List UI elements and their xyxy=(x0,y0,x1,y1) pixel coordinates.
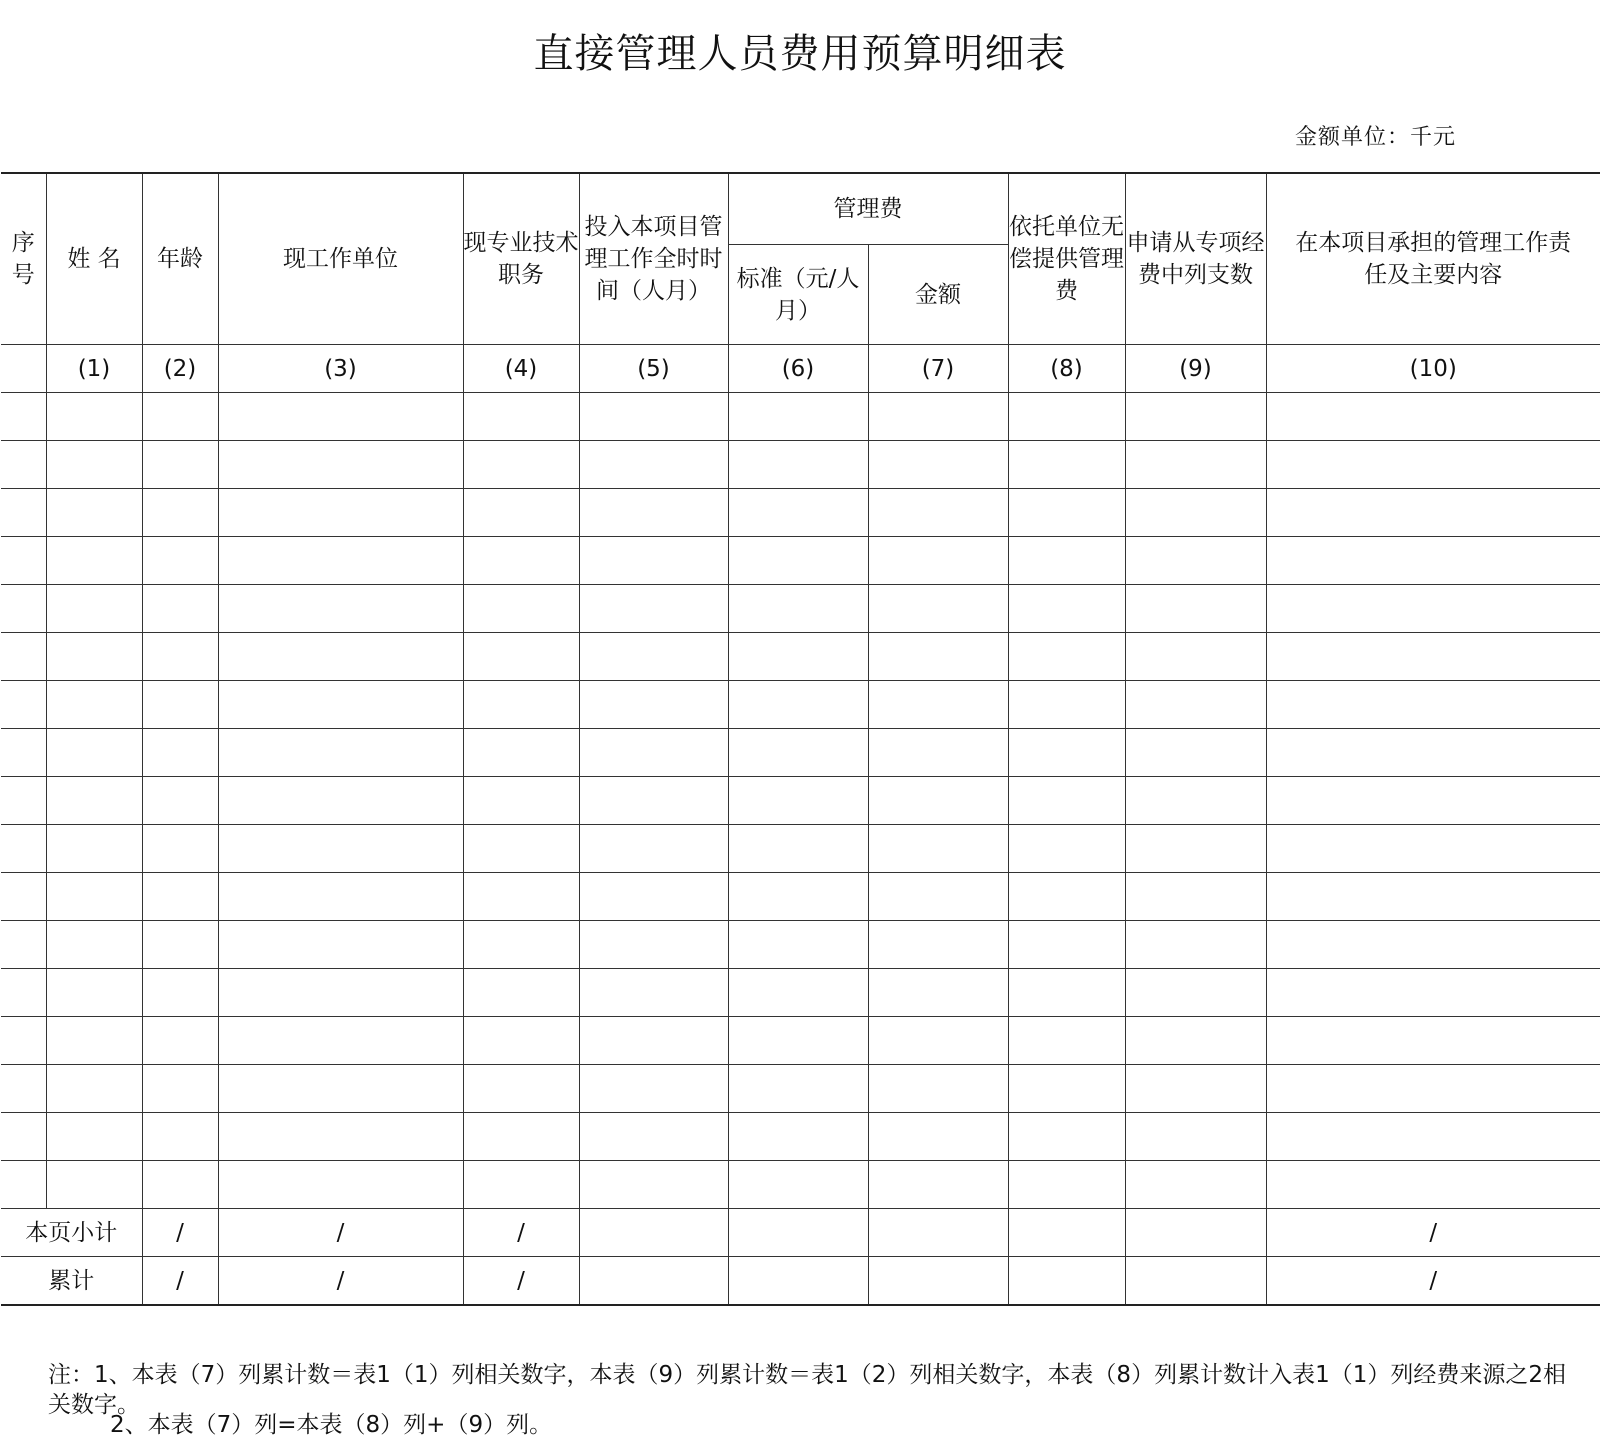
table-cell[interactable] xyxy=(1,873,46,921)
index-cell: (7) xyxy=(868,345,1008,393)
index-cell: (9) xyxy=(1125,345,1266,393)
table-cell[interactable] xyxy=(218,873,463,921)
table-cell[interactable] xyxy=(1266,681,1600,729)
table-cell[interactable] xyxy=(142,585,218,633)
table-cell[interactable] xyxy=(218,489,463,537)
table-cell[interactable] xyxy=(868,393,1008,441)
table-cell[interactable] xyxy=(728,873,868,921)
table-cell[interactable] xyxy=(1266,921,1600,969)
table-cell[interactable] xyxy=(579,777,728,825)
total-cell[interactable] xyxy=(1125,1257,1266,1306)
header-full-time: 投入本项目管理工作全时时间（人月） xyxy=(579,173,728,345)
table-cell[interactable] xyxy=(46,1065,142,1113)
table-cell[interactable] xyxy=(1266,729,1600,777)
index-cell: (6) xyxy=(728,345,868,393)
table-cell[interactable] xyxy=(579,441,728,489)
table-cell[interactable] xyxy=(46,825,142,873)
table-row xyxy=(1,873,1600,921)
table-cell[interactable] xyxy=(579,633,728,681)
table-cell[interactable] xyxy=(218,825,463,873)
table-cell[interactable] xyxy=(868,873,1008,921)
header-work-unit: 现工作单位 xyxy=(218,173,463,345)
table-cell[interactable] xyxy=(579,489,728,537)
table-row xyxy=(1,921,1600,969)
subtotal-cell[interactable] xyxy=(1125,1209,1266,1257)
total-cell[interactable] xyxy=(1008,1257,1125,1306)
total-cell[interactable] xyxy=(868,1257,1008,1306)
table-cell[interactable] xyxy=(868,921,1008,969)
table-cell[interactable] xyxy=(1008,681,1125,729)
table-cell[interactable] xyxy=(1008,441,1125,489)
table-cell[interactable] xyxy=(1008,537,1125,585)
table-cell[interactable] xyxy=(728,969,868,1017)
table-cell[interactable] xyxy=(46,873,142,921)
note-2: 2、本表（7）列=本表（8）列+（9）列。 xyxy=(110,1412,553,1438)
note-1: 注：1、本表（7）列累计数＝表1（1）列相关数字，本表（9）列累计数＝表1（2）列相关数字，本表（8）列累计数计入表1（1）列经费来源之2相关数字。 xyxy=(48,1362,1566,1418)
header-professional-title: 现专业技术职务 xyxy=(463,173,579,345)
table-cell[interactable] xyxy=(1266,1161,1600,1209)
table-cell[interactable] xyxy=(463,921,579,969)
table-cell[interactable] xyxy=(1266,1113,1600,1161)
table-cell[interactable] xyxy=(463,1113,579,1161)
table-cell[interactable] xyxy=(218,537,463,585)
table-cell[interactable] xyxy=(218,1113,463,1161)
header-management-fee: 管理费 xyxy=(728,173,1008,245)
table-cell[interactable] xyxy=(1125,393,1266,441)
table-cell[interactable] xyxy=(1266,873,1600,921)
table-cell[interactable] xyxy=(142,681,218,729)
table-cell[interactable] xyxy=(1266,441,1600,489)
table-cell[interactable] xyxy=(1008,585,1125,633)
header-age: 年龄 xyxy=(142,173,218,345)
table-cell[interactable] xyxy=(46,777,142,825)
total-row xyxy=(1,1257,1600,1306)
table-cell[interactable] xyxy=(868,1113,1008,1161)
header-duty: 在本项目承担的管理工作责任及主要内容 xyxy=(1266,173,1600,345)
table-cell[interactable] xyxy=(1266,537,1600,585)
table-cell[interactable] xyxy=(1125,1161,1266,1209)
table-cell[interactable] xyxy=(1,489,46,537)
table-cell[interactable] xyxy=(1266,393,1600,441)
table-cell[interactable] xyxy=(46,537,142,585)
table-cell[interactable] xyxy=(1008,1113,1125,1161)
table-cell[interactable] xyxy=(868,1161,1008,1209)
table-cell[interactable] xyxy=(1,1017,46,1065)
table-cell[interactable] xyxy=(728,441,868,489)
table-cell[interactable] xyxy=(46,1017,142,1065)
index-cell: (3) xyxy=(218,345,463,393)
table-cell[interactable] xyxy=(728,585,868,633)
table-cell[interactable] xyxy=(463,681,579,729)
index-cell: (5) xyxy=(579,345,728,393)
slash-cell: / xyxy=(1266,1257,1600,1306)
table-cell[interactable] xyxy=(218,777,463,825)
table-row xyxy=(1,1161,1600,1209)
table-cell[interactable] xyxy=(218,441,463,489)
table-cell[interactable] xyxy=(1008,969,1125,1017)
table-cell[interactable] xyxy=(728,729,868,777)
table-cell[interactable] xyxy=(1,393,46,441)
index-row xyxy=(1,345,1600,393)
table-cell[interactable] xyxy=(1266,489,1600,537)
table-cell[interactable] xyxy=(1,633,46,681)
table-cell[interactable] xyxy=(142,1065,218,1113)
table-cell[interactable] xyxy=(142,441,218,489)
header-name: 姓 名 xyxy=(46,173,142,345)
table-cell[interactable] xyxy=(463,585,579,633)
header-fee-amount: 金额 xyxy=(868,245,1008,345)
table-cell[interactable] xyxy=(1,777,46,825)
table-cell[interactable] xyxy=(728,921,868,969)
table-cell[interactable] xyxy=(868,969,1008,1017)
slash-cell: / xyxy=(463,1209,579,1257)
table-row xyxy=(1,729,1600,777)
table-cell[interactable] xyxy=(1125,1017,1266,1065)
table-cell[interactable] xyxy=(463,969,579,1017)
table-cell[interactable] xyxy=(142,873,218,921)
index-cell: (1) xyxy=(46,345,142,393)
table-cell[interactable] xyxy=(728,1113,868,1161)
table-cell[interactable] xyxy=(463,777,579,825)
table-cell[interactable] xyxy=(142,1113,218,1161)
table-cell[interactable] xyxy=(1125,585,1266,633)
total-label: 累计 xyxy=(1,1257,142,1306)
table-cell[interactable] xyxy=(1125,489,1266,537)
table-cell[interactable] xyxy=(579,1017,728,1065)
table-cell[interactable] xyxy=(463,873,579,921)
table-cell[interactable] xyxy=(728,777,868,825)
table-cell[interactable] xyxy=(1,921,46,969)
table-cell[interactable] xyxy=(579,1113,728,1161)
table-cell[interactable] xyxy=(1,681,46,729)
subtotal-cell[interactable] xyxy=(728,1209,868,1257)
table-cell[interactable] xyxy=(1266,633,1600,681)
table-cell[interactable] xyxy=(1,1161,46,1209)
table-cell[interactable] xyxy=(728,537,868,585)
table-cell[interactable] xyxy=(728,1161,868,1209)
table-row xyxy=(1,393,1600,441)
table-cell[interactable] xyxy=(463,441,579,489)
table-row xyxy=(1,489,1600,537)
table-cell[interactable] xyxy=(142,729,218,777)
table-row xyxy=(1,1017,1600,1065)
table-cell[interactable] xyxy=(463,825,579,873)
table-cell[interactable] xyxy=(1008,393,1125,441)
header-fee-standard: 标准（元/人月） xyxy=(728,245,868,345)
table-cell[interactable] xyxy=(218,729,463,777)
table-cell[interactable] xyxy=(218,1065,463,1113)
table-cell[interactable] xyxy=(46,489,142,537)
amount-unit-label: 金额单位：千元 xyxy=(1295,125,1457,150)
table-cell[interactable] xyxy=(1266,969,1600,1017)
subtotal-row xyxy=(1,1209,1600,1257)
table-cell[interactable] xyxy=(463,1065,579,1113)
table-cell[interactable] xyxy=(1008,873,1125,921)
table-cell[interactable] xyxy=(868,585,1008,633)
table-cell[interactable] xyxy=(1,1113,46,1161)
table-cell[interactable] xyxy=(868,633,1008,681)
table-cell[interactable] xyxy=(142,489,218,537)
index-cell: (2) xyxy=(142,345,218,393)
table-cell[interactable] xyxy=(1,585,46,633)
table-cell[interactable] xyxy=(579,969,728,1017)
table-cell[interactable] xyxy=(218,393,463,441)
table-cell[interactable] xyxy=(218,969,463,1017)
slash-cell: / xyxy=(218,1257,463,1306)
subtotal-cell[interactable] xyxy=(868,1209,1008,1257)
table-cell[interactable] xyxy=(868,441,1008,489)
index-cell: (10) xyxy=(1266,345,1600,393)
table-cell[interactable] xyxy=(46,969,142,1017)
table-cell[interactable] xyxy=(1125,873,1266,921)
table-cell[interactable] xyxy=(1,969,46,1017)
total-cell[interactable] xyxy=(728,1257,868,1306)
table-cell[interactable] xyxy=(46,441,142,489)
table-cell[interactable] xyxy=(463,393,579,441)
table-cell[interactable] xyxy=(142,969,218,1017)
table-cell[interactable] xyxy=(1266,825,1600,873)
header-free-fee: 依托单位无偿提供管理费 xyxy=(1008,173,1125,345)
table-cell[interactable] xyxy=(1,825,46,873)
notes xyxy=(48,1360,1568,1440)
page-title: 直接管理人员费用预算明细表 xyxy=(533,31,1067,77)
subtotal-cell[interactable] xyxy=(579,1209,728,1257)
table-cell[interactable] xyxy=(868,777,1008,825)
table-cell[interactable] xyxy=(46,729,142,777)
table-row xyxy=(1,441,1600,489)
table-cell[interactable] xyxy=(142,1017,218,1065)
table-cell[interactable] xyxy=(218,585,463,633)
table-cell[interactable] xyxy=(1125,969,1266,1017)
table-cell[interactable] xyxy=(1125,681,1266,729)
table-cell[interactable] xyxy=(463,1161,579,1209)
table-row xyxy=(1,681,1600,729)
table-cell[interactable] xyxy=(579,729,728,777)
table-cell[interactable] xyxy=(579,585,728,633)
table-cell[interactable] xyxy=(579,1065,728,1113)
total-cell[interactable] xyxy=(579,1257,728,1306)
table-row xyxy=(1,1113,1600,1161)
table-cell[interactable] xyxy=(1008,777,1125,825)
table-cell[interactable] xyxy=(868,1017,1008,1065)
table-cell[interactable] xyxy=(46,1161,142,1209)
table-row xyxy=(1,633,1600,681)
table-cell[interactable] xyxy=(1266,1065,1600,1113)
table-cell[interactable] xyxy=(728,681,868,729)
table-cell[interactable] xyxy=(142,633,218,681)
table-cell[interactable] xyxy=(868,729,1008,777)
table-cell[interactable] xyxy=(218,921,463,969)
table-cell[interactable] xyxy=(868,537,1008,585)
index-cell-empty xyxy=(1,345,46,393)
table-cell[interactable] xyxy=(579,921,728,969)
budget-table xyxy=(1,172,1600,1306)
table-cell[interactable] xyxy=(1125,1065,1266,1113)
index-cell: (8) xyxy=(1008,345,1125,393)
table-cell[interactable] xyxy=(218,633,463,681)
table-row xyxy=(1,537,1600,585)
table-cell[interactable] xyxy=(868,489,1008,537)
table-cell[interactable] xyxy=(579,393,728,441)
table-cell[interactable] xyxy=(142,537,218,585)
header-row-1 xyxy=(1,173,1600,245)
table-cell[interactable] xyxy=(1008,489,1125,537)
table-row xyxy=(1,825,1600,873)
table-cell[interactable] xyxy=(1125,1113,1266,1161)
table-cell[interactable] xyxy=(142,777,218,825)
slash-cell: / xyxy=(142,1257,218,1306)
table-cell[interactable] xyxy=(1125,441,1266,489)
table-cell[interactable] xyxy=(579,873,728,921)
table-cell[interactable] xyxy=(1266,585,1600,633)
table-cell[interactable] xyxy=(579,681,728,729)
table-cell[interactable] xyxy=(142,825,218,873)
table-cell[interactable] xyxy=(579,537,728,585)
table-row xyxy=(1,1065,1600,1113)
table-cell[interactable] xyxy=(46,393,142,441)
table-cell[interactable] xyxy=(46,1113,142,1161)
table-cell[interactable] xyxy=(728,825,868,873)
table-cell[interactable] xyxy=(46,633,142,681)
table-cell[interactable] xyxy=(1125,729,1266,777)
table-cell[interactable] xyxy=(1008,1017,1125,1065)
table-cell[interactable] xyxy=(579,825,728,873)
table-cell[interactable] xyxy=(728,489,868,537)
table-cell[interactable] xyxy=(218,681,463,729)
subtotal-label: 本页小计 xyxy=(1,1209,142,1257)
table-cell[interactable] xyxy=(463,633,579,681)
slash-cell: / xyxy=(218,1209,463,1257)
table-cell[interactable] xyxy=(1008,1065,1125,1113)
table-cell[interactable] xyxy=(1008,825,1125,873)
table-cell[interactable] xyxy=(728,393,868,441)
table-cell[interactable] xyxy=(1125,777,1266,825)
table-cell[interactable] xyxy=(1008,729,1125,777)
table-cell[interactable] xyxy=(463,729,579,777)
table-cell[interactable] xyxy=(1266,777,1600,825)
table-cell[interactable] xyxy=(463,489,579,537)
table-cell[interactable] xyxy=(1008,633,1125,681)
table-cell[interactable] xyxy=(1125,633,1266,681)
table-cell[interactable] xyxy=(1,537,46,585)
header-apply-amount: 申请从专项经费中列支数 xyxy=(1125,173,1266,345)
table-cell[interactable] xyxy=(1008,921,1125,969)
table-cell[interactable] xyxy=(142,921,218,969)
table-cell[interactable] xyxy=(1125,537,1266,585)
slash-cell: / xyxy=(1266,1209,1600,1257)
table-cell[interactable] xyxy=(218,1017,463,1065)
table-cell[interactable] xyxy=(1125,825,1266,873)
subtotal-cell[interactable] xyxy=(1008,1209,1125,1257)
table-cell[interactable] xyxy=(46,585,142,633)
table-cell[interactable] xyxy=(1266,1017,1600,1065)
header-seq: 序号 xyxy=(1,173,46,345)
table-cell[interactable] xyxy=(868,1065,1008,1113)
table-cell[interactable] xyxy=(46,681,142,729)
table-cell[interactable] xyxy=(728,633,868,681)
table-cell[interactable] xyxy=(142,393,218,441)
table-cell[interactable] xyxy=(1,441,46,489)
table-cell[interactable] xyxy=(463,1017,579,1065)
table-row xyxy=(1,969,1600,1017)
table-cell[interactable] xyxy=(1,729,46,777)
slash-cell: / xyxy=(463,1257,579,1306)
table-row xyxy=(1,777,1600,825)
table-cell[interactable] xyxy=(218,1161,463,1209)
slash-cell: / xyxy=(142,1209,218,1257)
table-cell[interactable] xyxy=(868,681,1008,729)
table-cell[interactable] xyxy=(46,921,142,969)
table-cell[interactable] xyxy=(142,1161,218,1209)
table-cell[interactable] xyxy=(728,1065,868,1113)
table-cell[interactable] xyxy=(728,1017,868,1065)
table-cell[interactable] xyxy=(1125,921,1266,969)
table-cell[interactable] xyxy=(1008,1161,1125,1209)
table-cell[interactable] xyxy=(579,1161,728,1209)
table-cell[interactable] xyxy=(1,1065,46,1113)
table-cell[interactable] xyxy=(868,825,1008,873)
table-row xyxy=(1,585,1600,633)
index-cell: (4) xyxy=(463,345,579,393)
table-cell[interactable] xyxy=(463,537,579,585)
